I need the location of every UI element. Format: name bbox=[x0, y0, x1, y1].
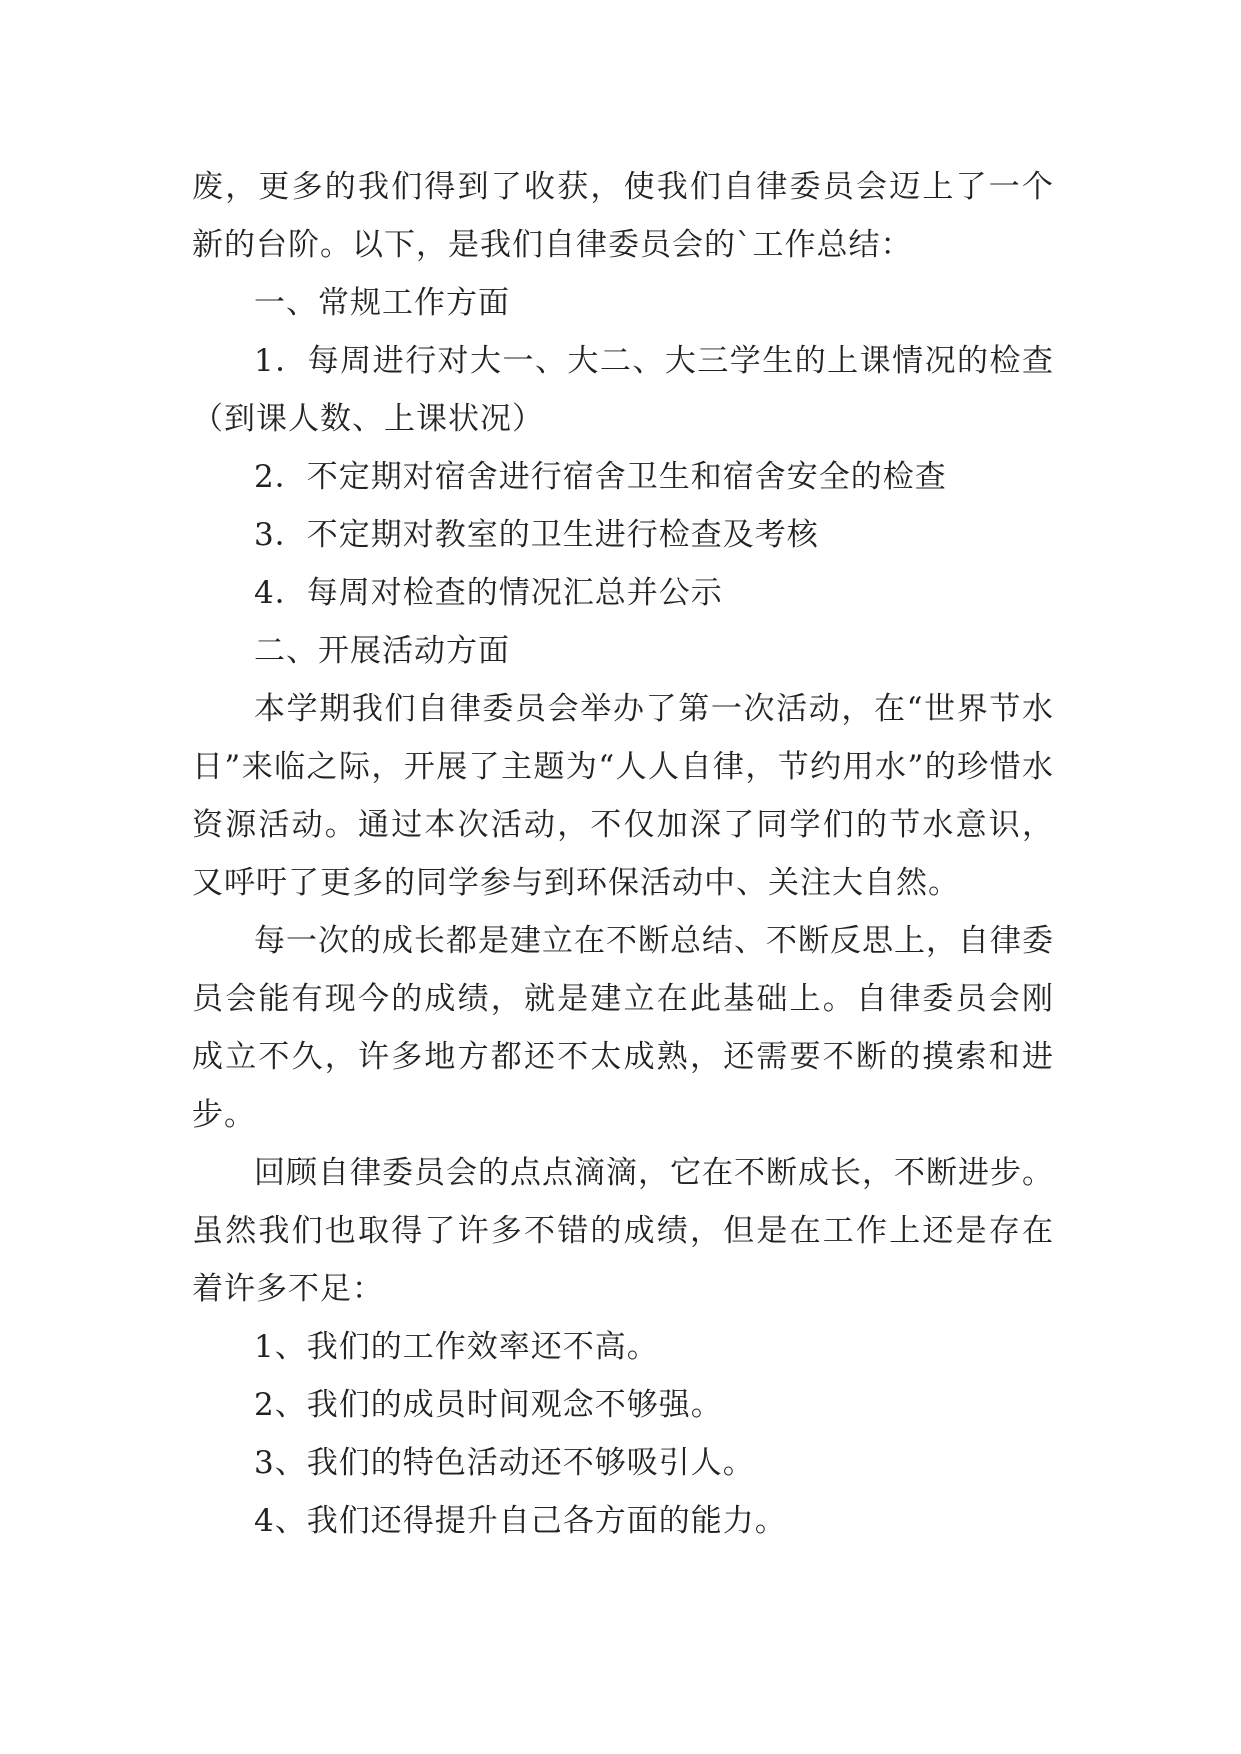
paragraph-continuation: 废，更多的我们得到了收获，使我们自律委员会迈上了一个新的台阶。以下，是我们自律委员会的`工作总结： bbox=[192, 169, 1054, 263]
list-item-2: 2．不定期对宿舍进行宿舍卫生和宿舍安全的检查 bbox=[254, 459, 947, 495]
paragraph-growth: 每一次的成长都是建立在不断总结、不断反思上，自律委员会能有现今的成绩，就是建立在此基础上。自律委员会刚成立不久，许多地方都还不太成熟，还需要不断的摸索和进步。 bbox=[192, 923, 1054, 1133]
shortcoming-item-2: 2、我们的成员时间观念不够强。 bbox=[254, 1387, 723, 1423]
paragraph-review: 回顾自律委员会的点点滴滴，它在不断成长，不断进步。虽然我们也取得了许多不错的成绩，但是在工作上还是存在着许多不足： bbox=[192, 1155, 1054, 1307]
list-item-1: 1．每周进行对大一、大二、大三学生的上课情况的检查（到课人数、上课状况） bbox=[192, 343, 1054, 437]
list-item-3: 3．不定期对教室的卫生进行检查及考核 bbox=[254, 517, 819, 553]
list-item-4: 4．每周对检查的情况汇总并公示 bbox=[254, 575, 723, 611]
paragraph-activity: 本学期我们自律委员会举办了第一次活动，在“世界节水日”来临之际，开展了主题为“人人自律，节约用水”的珍惜水资源活动。通过本次活动，不仅加深了同学们的节水意识，又呼吁了更多的同学参与到环保活动中、关注大自然。 bbox=[192, 691, 1054, 901]
shortcoming-item-4: 4、我们还得提升自己各方面的能力。 bbox=[254, 1503, 787, 1539]
section-heading-routine-work: 一、常规工作方面 bbox=[254, 285, 510, 321]
section-heading-activities: 二、开展活动方面 bbox=[254, 633, 510, 669]
shortcoming-item-1: 1、我们的工作效率还不高。 bbox=[254, 1329, 659, 1365]
shortcoming-item-3: 3、我们的特色活动还不够吸引人。 bbox=[254, 1445, 755, 1481]
document-body bbox=[192, 158, 1054, 1550]
